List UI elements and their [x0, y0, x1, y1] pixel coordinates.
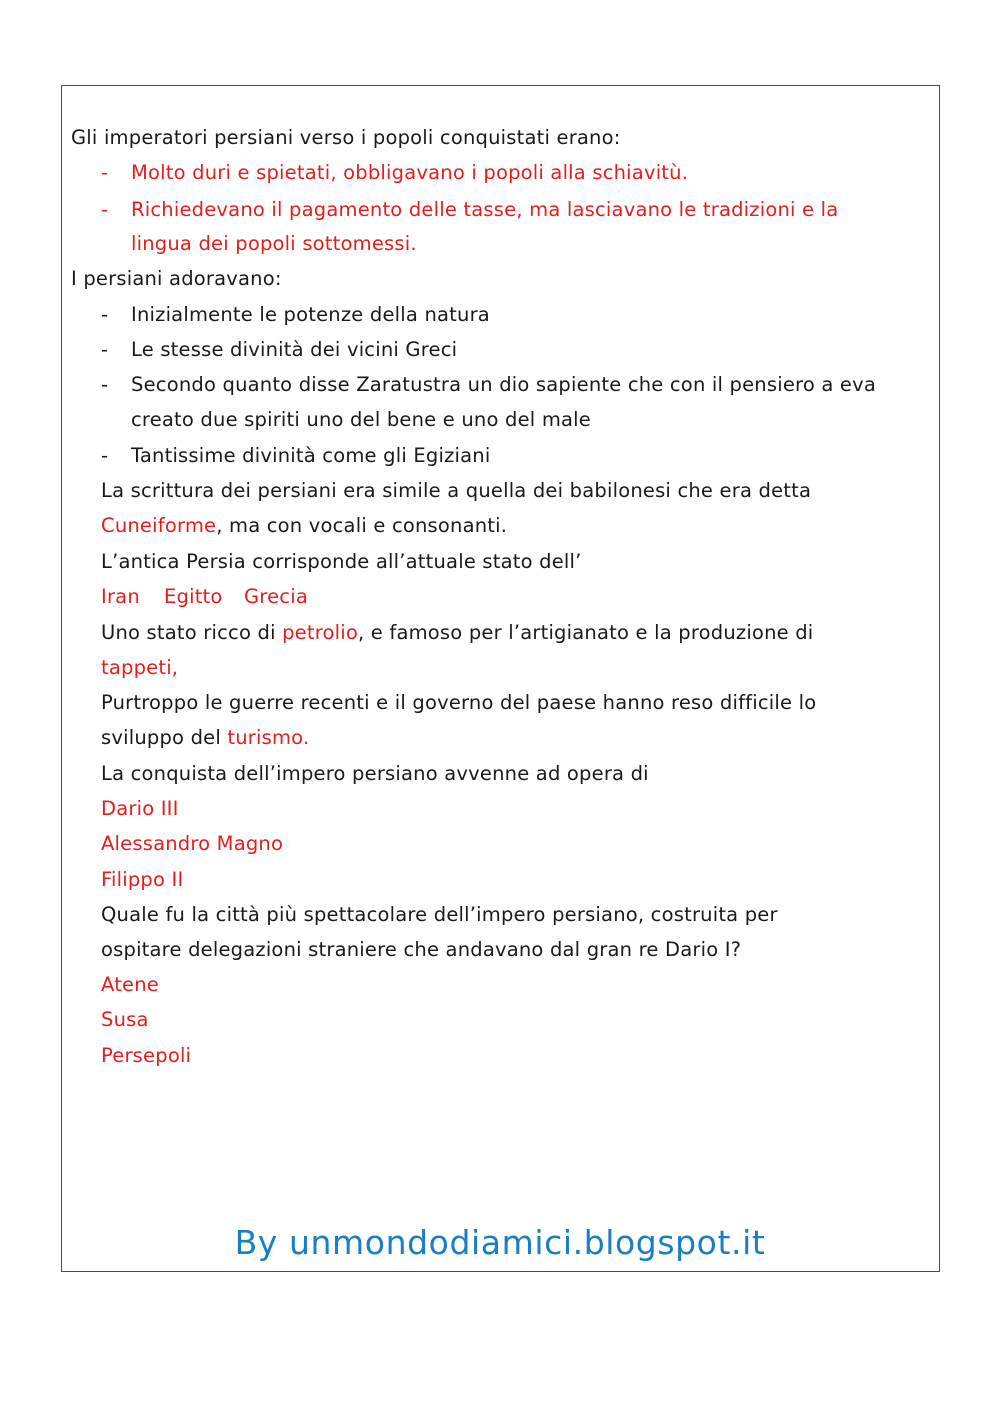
intro-adoravano: I persiani adoravano: [71, 267, 282, 290]
option-atene[interactable]: Atene [101, 973, 159, 996]
question-persia: L’antica Persia corrisponde all’attuale stato dell’ [101, 550, 582, 573]
list-item-duri: Molto duri e spietati, obbligavano i popoli alla schiavitù. [131, 161, 689, 184]
option-susa[interactable]: Susa [101, 1008, 149, 1031]
bullet-dash: - [101, 198, 109, 221]
option-iran[interactable]: Iran [101, 585, 140, 608]
question-stato-before: Uno stato ricco di [101, 621, 283, 644]
answer-cuneiforme: Cuneiforme [101, 514, 217, 537]
option-filippo-ii[interactable]: Filippo II [101, 868, 184, 891]
list-item-natura: Inizialmente le potenze della natura [131, 303, 490, 326]
option-grecia[interactable]: Grecia [244, 585, 308, 608]
question-stato-after: , e famoso per l’artigianato e la produzione di [358, 621, 814, 644]
question-citta-cont: ospitare delegazioni straniere che andavano dal gran re Dario I? [101, 938, 742, 961]
bullet-dash: - [101, 338, 109, 361]
question-scrittura-rest: , ma con vocali e consonanti. [216, 514, 508, 537]
list-item-zaratustra: Secondo quanto disse Zaratustra un dio sapiente che con il pensiero a eva [131, 373, 876, 396]
option-egitto[interactable]: Egitto [164, 585, 223, 608]
option-alessandro-magno[interactable]: Alessandro Magno [101, 832, 284, 855]
question-scrittura-answer-line [101, 514, 507, 538]
bullet-dash: - [101, 373, 109, 396]
list-item-tasse: Richiedevano il pagamento delle tasse, ma lasciavano le tradizioni e la [131, 198, 839, 221]
page-frame [61, 85, 940, 1272]
question-citta: Quale fu la città più spettacolare dell’impero persiano, costruita per [101, 903, 778, 926]
bullet-dash: - [101, 303, 109, 326]
option-dario-iii[interactable]: Dario III [101, 797, 179, 820]
option-persepoli[interactable]: Persepoli [101, 1044, 192, 1067]
bullet-dash: - [101, 444, 109, 467]
list-item-egiziani: Tantissime divinità come gli Egiziani [131, 444, 491, 467]
bullet-dash: - [101, 161, 109, 184]
answer-turismo: turismo. [227, 726, 310, 749]
question-turismo-before: sviluppo del [101, 726, 228, 749]
list-item-greci: Le stesse divinità dei vicini Greci [131, 338, 458, 361]
footer-credit: By unmondodiamici.blogspot.it [234, 1223, 766, 1262]
question-scrittura: La scrittura dei persiani era simile a quella dei babilonesi che era detta [101, 479, 812, 502]
intro-imperatori: Gli imperatori persiani verso i popoli conquistati erano: [71, 126, 621, 149]
answer-petrolio: petrolio [282, 621, 358, 644]
question-conquista: La conquista dell’impero persiano avvenne ad opera di [101, 762, 649, 785]
list-item-tasse-cont: lingua dei popoli sottomessi. [131, 232, 417, 255]
answer-tappeti: tappeti, [101, 656, 179, 679]
list-item-zaratustra-cont: creato due spiriti uno del bene e uno del male [131, 408, 591, 431]
question-turismo-answer-line [101, 726, 309, 750]
question-turismo: Purtroppo le guerre recenti e il governo del paese hanno reso difficile lo [101, 691, 817, 714]
question-stato [101, 621, 813, 645]
